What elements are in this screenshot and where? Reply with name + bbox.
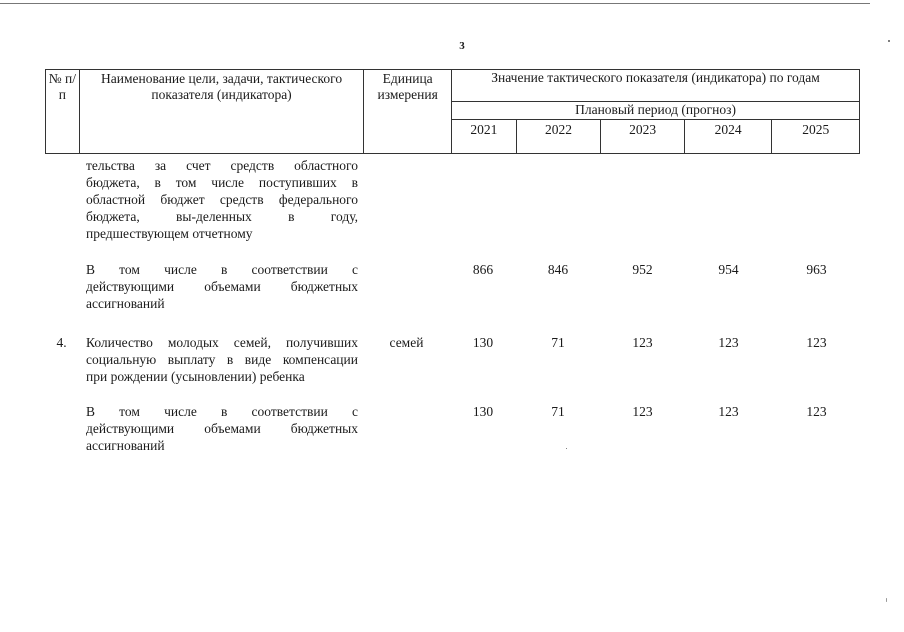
header-year-cell: 2024 bbox=[684, 120, 772, 154]
row-name-line: действующими объемами бюджетных bbox=[86, 279, 358, 294]
header-year-cell: 2025 bbox=[772, 120, 860, 154]
row-name-line: бюджета, в том числе поступивших в bbox=[86, 175, 358, 190]
row-name-line: предшествующем отчетному bbox=[86, 226, 253, 241]
header-year-cell: 2023 bbox=[601, 120, 685, 154]
row-name-line: социальную выплату в виде компенсации bbox=[86, 352, 358, 367]
header-plan-period-cell: Плановый период (прогноз) bbox=[452, 102, 860, 120]
header-number-cell: № п/п bbox=[46, 70, 80, 154]
indicator-table-header bbox=[45, 69, 860, 154]
row-name bbox=[86, 261, 358, 312]
row-name-line: действующими объемами бюджетных bbox=[86, 421, 358, 436]
scan-speck bbox=[888, 40, 890, 42]
row-name-line: В том числе в соответствии с bbox=[86, 262, 358, 277]
row-value-2022: 71 bbox=[551, 335, 565, 350]
scan-speck bbox=[566, 448, 567, 449]
row-name-line: В том числе в соответствии с bbox=[86, 404, 358, 419]
header-year-cell: 2021 bbox=[452, 120, 517, 154]
row-name-line: ассигнований bbox=[86, 438, 165, 453]
row-value-2022: 71 bbox=[551, 404, 565, 419]
row-name bbox=[86, 157, 358, 242]
row-number: 4. bbox=[56, 335, 67, 350]
row-name-line: Количество молодых семей, получивших bbox=[86, 335, 358, 350]
header-unit-cell: Единица измерения bbox=[364, 70, 452, 154]
row-value-2025: 963 bbox=[806, 262, 827, 277]
row-value-2023: 123 bbox=[632, 404, 653, 419]
row-unit: семей bbox=[389, 335, 424, 350]
row-value-2023: 952 bbox=[632, 262, 653, 277]
header-values-cell: Значение тактического показателя (индикатора) по годам bbox=[452, 70, 860, 102]
row-value-2024: 123 bbox=[718, 404, 739, 419]
row-name bbox=[86, 403, 358, 454]
header-name-cell: Наименование цели, задачи, тактического показателя (индикатора) bbox=[79, 70, 363, 154]
row-value-2024: 123 bbox=[718, 335, 739, 350]
row-name-line: ассигнований bbox=[86, 296, 165, 311]
header-year-cell: 2022 bbox=[516, 120, 601, 154]
row-value-2024: 954 bbox=[718, 262, 739, 277]
row-value-2021: 866 bbox=[472, 262, 494, 277]
row-name-line: бюджета, вы-деленных в году, bbox=[86, 209, 358, 224]
scan-top-edge bbox=[0, 3, 870, 4]
row-value-2021: 130 bbox=[472, 404, 494, 419]
row-value-2025: 123 bbox=[806, 404, 827, 419]
scan-speck bbox=[886, 598, 887, 602]
page-number: 3 bbox=[459, 40, 465, 52]
row-name-line: тельства за счет средств областного bbox=[86, 158, 358, 173]
row-name bbox=[86, 334, 358, 385]
row-value-2021: 130 bbox=[472, 335, 494, 350]
row-name-line: областной бюджет средств федерального bbox=[86, 192, 358, 207]
row-value-2023: 123 bbox=[632, 335, 653, 350]
row-value-2025: 123 bbox=[806, 335, 827, 350]
row-name-line: при рождении (усыновлении) ребенка bbox=[86, 369, 305, 384]
row-value-2022: 846 bbox=[547, 262, 569, 277]
